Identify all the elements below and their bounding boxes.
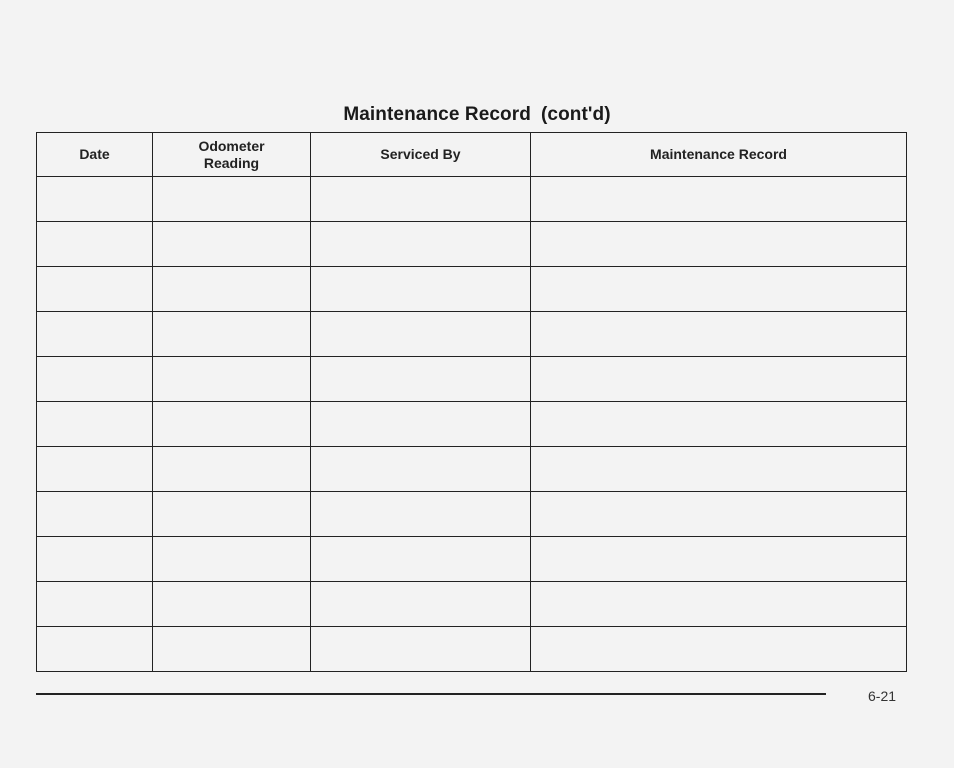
table-cell[interactable] (153, 357, 311, 402)
table-cell[interactable] (153, 267, 311, 312)
table-cell[interactable] (311, 177, 531, 222)
page-title-suffix: (cont'd) (540, 104, 611, 125)
table-cell[interactable] (153, 177, 311, 222)
table-cell[interactable] (531, 492, 907, 537)
table-cell[interactable] (311, 357, 531, 402)
table-cell[interactable] (311, 267, 531, 312)
table-cell[interactable] (37, 312, 153, 357)
table-cell[interactable] (37, 447, 153, 492)
table-cell[interactable] (531, 177, 907, 222)
table-row (37, 267, 907, 312)
table-cell[interactable] (531, 312, 907, 357)
table-cell[interactable] (37, 492, 153, 537)
table-cell[interactable] (311, 402, 531, 447)
table-cell[interactable] (37, 582, 153, 627)
table-row (37, 582, 907, 627)
table-header-row (37, 133, 907, 177)
page-number: 6-21 (868, 688, 897, 704)
table-cell[interactable] (531, 402, 907, 447)
table-cell[interactable] (311, 222, 531, 267)
table-row (37, 537, 907, 582)
table-row (37, 492, 907, 537)
table-row (37, 402, 907, 447)
table-row (37, 357, 907, 402)
table-cell[interactable] (311, 582, 531, 627)
table-cell[interactable] (153, 537, 311, 582)
table-cell[interactable] (531, 222, 907, 267)
table-cell[interactable] (37, 402, 153, 447)
column-header-odometer-reading (153, 133, 311, 177)
column-header-label: Maintenance Record (650, 146, 787, 162)
table-cell[interactable] (37, 357, 153, 402)
table-cell[interactable] (311, 312, 531, 357)
table-row (37, 627, 907, 672)
table-cell[interactable] (37, 537, 153, 582)
table-cell[interactable] (37, 177, 153, 222)
table-cell[interactable] (311, 447, 531, 492)
table-cell[interactable] (311, 492, 531, 537)
table-cell[interactable] (153, 312, 311, 357)
table-cell[interactable] (153, 582, 311, 627)
footer-rule (36, 693, 826, 695)
table-row (37, 312, 907, 357)
table-cell[interactable] (37, 627, 153, 672)
table-row (37, 222, 907, 267)
table-cell[interactable] (311, 627, 531, 672)
table-cell[interactable] (153, 492, 311, 537)
column-header-label-line1: Odometer (198, 137, 265, 154)
table-cell[interactable] (531, 447, 907, 492)
table-cell[interactable] (531, 627, 907, 672)
column-header-serviced-by (311, 133, 531, 177)
table-cell[interactable] (531, 267, 907, 312)
maintenance-record-table (36, 132, 907, 672)
table-cell[interactable] (153, 222, 311, 267)
table-cell[interactable] (531, 582, 907, 627)
table-cell[interactable] (531, 357, 907, 402)
table-row (37, 447, 907, 492)
table-cell[interactable] (311, 537, 531, 582)
column-header-date (37, 133, 153, 177)
table-cell[interactable] (153, 627, 311, 672)
table-cell[interactable] (531, 537, 907, 582)
page-title (0, 104, 954, 126)
table-row (37, 177, 907, 222)
page-title-main: Maintenance Record (343, 104, 531, 125)
table-cell[interactable] (153, 447, 311, 492)
table-cell[interactable] (37, 222, 153, 267)
table-cell[interactable] (37, 267, 153, 312)
column-header-maintenance-record (531, 133, 907, 177)
table-cell[interactable] (153, 402, 311, 447)
column-header-label-line2: Reading (203, 154, 260, 171)
column-header-label: Serviced By (380, 146, 461, 162)
table-body (37, 177, 907, 672)
column-header-label: Date (79, 146, 110, 162)
